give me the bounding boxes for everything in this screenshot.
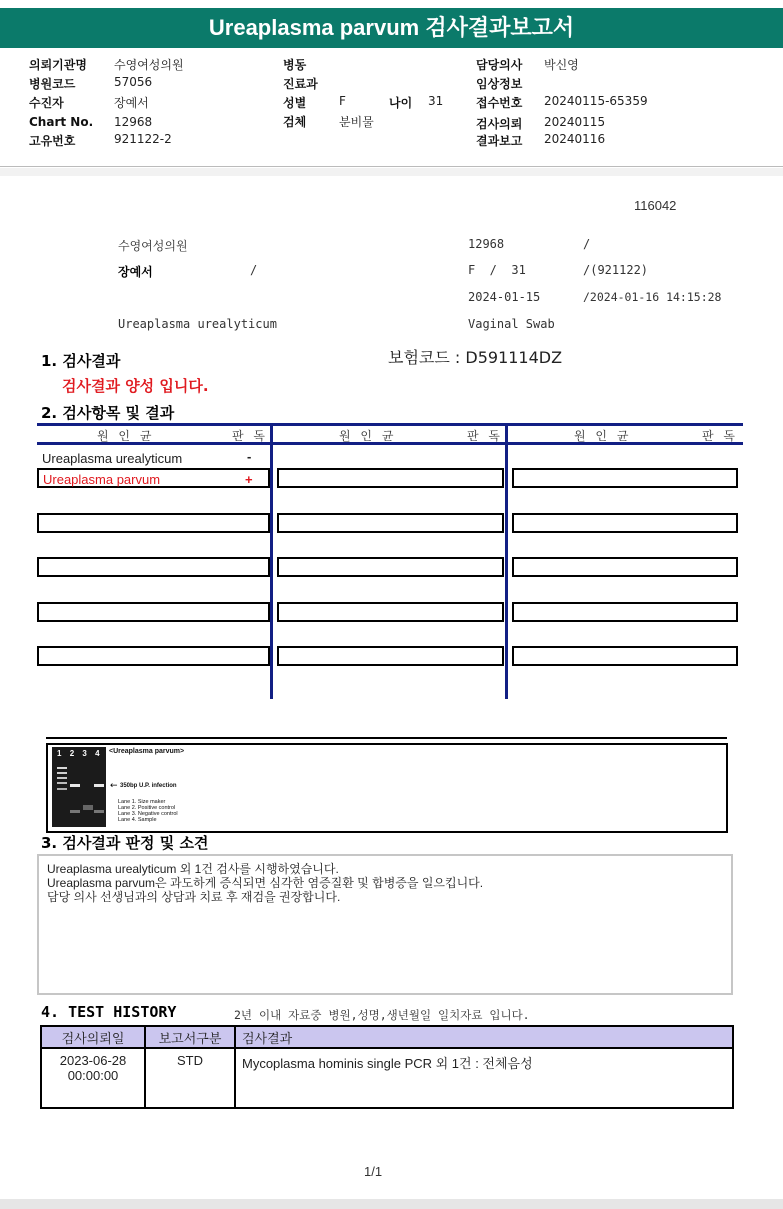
label-report-date: 결과보고: [476, 134, 523, 148]
label-clinical-info: 임상정보: [476, 77, 523, 91]
history-header-date: 검사의뢰일: [41, 1026, 145, 1048]
report-title: Ureaplasma parvum 검사결과보고서: [0, 8, 783, 48]
label-requester: 의뢰기관명: [29, 58, 87, 72]
empty-cell: [277, 602, 504, 622]
col-header-organism-2: 원 인 균: [339, 429, 394, 443]
gel-legend-item: Lane 3. Negative control: [118, 811, 178, 817]
organism-urealyticum: Ureaplasma urealyticum: [42, 451, 183, 466]
history-date: 2023-06-28: [59, 1053, 127, 1068]
history-header-result: 검사결과: [235, 1026, 733, 1048]
opinion-line: 담당 의사 선생님과의 상담과 치료 후 재검을 권장합니다.: [47, 890, 341, 904]
info-birth: /(921122): [583, 263, 649, 277]
empty-cell: [37, 646, 270, 666]
lane-number: 1: [57, 749, 62, 758]
empty-cell: [37, 557, 270, 577]
arrow-left-icon: ←: [110, 781, 118, 791]
history-date-cell: [41, 1048, 145, 1108]
info-test-name: Ureaplasma urealyticum: [118, 317, 277, 331]
grid-divider-2: [505, 423, 508, 699]
insurance-code: 보험코드 : D591114DZ: [388, 348, 563, 367]
value-unique-no: 921122-2: [114, 132, 172, 146]
history-result: Mycoplasma hominis single PCR 외 1건 : 전체음성: [235, 1048, 733, 1108]
empty-cell: [512, 468, 738, 488]
empty-cell: [277, 468, 504, 488]
info-date-reported: /2024-01-16 14:15:28: [583, 290, 722, 304]
history-note: 2년 이내 자료중 병원,성명,생년월일 일치자료 입니다.: [234, 1008, 530, 1022]
info-hospital: 수영여성의원: [118, 239, 188, 253]
value-hospital-code: 57056: [114, 75, 153, 89]
value-age: 31: [428, 94, 444, 108]
opinion-box: [37, 854, 733, 995]
history-header-type: 보고서구분: [145, 1026, 235, 1048]
empty-cell: [512, 513, 738, 533]
gel-legend-item: Lane 2. Positive control: [118, 805, 176, 811]
value-receipt-no: 20240115-65359: [544, 94, 648, 108]
table-row: [41, 1048, 733, 1108]
header-block: [0, 52, 783, 152]
gel-arrow-label: 350bp U.P. infection: [120, 783, 177, 789]
result-grid: [37, 423, 743, 699]
section3-title: 3. 검사결과 판정 및 소견: [41, 834, 209, 852]
result-urealyticum: -: [247, 449, 252, 464]
label-hospital-code: 병원코드: [29, 77, 76, 91]
label-chart-no: Chart No.: [29, 115, 94, 129]
gel-title: <Ureaplasma parvum>: [109, 748, 185, 755]
gel-image: [52, 747, 106, 827]
gel-panel: [46, 743, 728, 833]
col-header-judge-3: 판 독: [702, 429, 735, 443]
empty-cell: [37, 513, 270, 533]
header-shadow: [0, 168, 783, 176]
label-unique-no: 고유번호: [29, 134, 76, 148]
col-header-judge-1: 판 독: [232, 429, 265, 443]
gel-legend-item: Lane 1. Size maker: [118, 799, 166, 805]
history-time: 00:00:00: [67, 1068, 119, 1083]
section4-title: 4. TEST HISTORY: [41, 1003, 177, 1021]
empty-cell: [512, 602, 738, 622]
label-ward: 병동: [283, 58, 307, 72]
empty-cell: [512, 646, 738, 666]
history-header-row: [41, 1026, 733, 1048]
info-date-received: 2024-01-15: [468, 290, 541, 304]
grid-divider-1: [270, 423, 273, 699]
page-bottom-bar: [0, 1199, 783, 1209]
page-number: 1/1: [364, 1164, 383, 1179]
value-requester: 수영여성의원: [114, 58, 184, 72]
value-specimen: 분비물: [339, 115, 374, 129]
label-doctor: 담당의사: [476, 58, 523, 72]
col-header-judge-2: 판 독: [467, 429, 500, 443]
gel-bands: [52, 747, 106, 827]
header-divider: [0, 166, 783, 167]
result-parvum: +: [245, 472, 253, 487]
lane-number: 3: [82, 749, 87, 758]
info-chart: 12968: [468, 237, 505, 251]
value-chart-no: 12968: [114, 115, 153, 129]
section1-title: 1. 검사결과: [41, 352, 121, 370]
gel-lane-numbers: [57, 749, 100, 758]
value-doctor: 박신영: [544, 58, 579, 72]
label-age: 나이: [389, 96, 413, 110]
organism-parvum: Ureaplasma parvum: [43, 472, 161, 487]
label-specimen: 검체: [283, 115, 307, 129]
lane-number: 2: [69, 749, 75, 758]
info-sex-age: F / 31: [468, 263, 526, 277]
label-sex: 성별: [283, 96, 307, 110]
grid-top-line: [37, 423, 743, 426]
value-request-date: 20240115: [544, 115, 606, 129]
value-patient: 장예서: [114, 96, 149, 110]
info-slash-2: /: [250, 263, 258, 277]
empty-cell: [277, 646, 504, 666]
gel-divider: [46, 737, 727, 739]
history-table: [40, 1025, 734, 1109]
col-header-organism-1: 원 인 균: [97, 429, 152, 443]
info-slash: /: [583, 237, 591, 251]
history-type: STD: [145, 1048, 235, 1108]
opinion-line: Ureaplasma urealyticum 외 1건 검사를 시행하였습니다.: [47, 862, 339, 876]
opinion-line: Ureaplasma parvum은 과도하게 증식되면 심각한 염증질환 및 합병증을 일으킵니다.: [47, 876, 484, 890]
empty-cell: [37, 602, 270, 622]
gel-legend: [118, 799, 178, 823]
report-code: 116042: [634, 198, 677, 213]
section2-title: 2. 검사항목 및 결과: [41, 404, 175, 422]
label-department: 진료과: [283, 77, 318, 91]
empty-cell: [277, 557, 504, 577]
info-specimen: Vaginal Swab: [468, 317, 555, 331]
empty-cell: [277, 513, 504, 533]
col-header-organism-3: 원 인 균: [574, 429, 629, 443]
gel-legend-item: Lane 4. Sample: [118, 817, 157, 823]
lane-number: 4: [95, 749, 100, 758]
value-sex: F: [339, 94, 346, 108]
label-receipt-no: 접수번호: [476, 96, 523, 110]
label-request-date: 검사의뢰: [476, 117, 523, 131]
label-patient: 수진자: [29, 96, 64, 110]
empty-cell: [512, 557, 738, 577]
info-patient: 장예서: [118, 265, 153, 279]
positive-result: 검사결과 양성 입니다.: [62, 377, 209, 395]
value-report-date: 20240116: [544, 132, 606, 146]
